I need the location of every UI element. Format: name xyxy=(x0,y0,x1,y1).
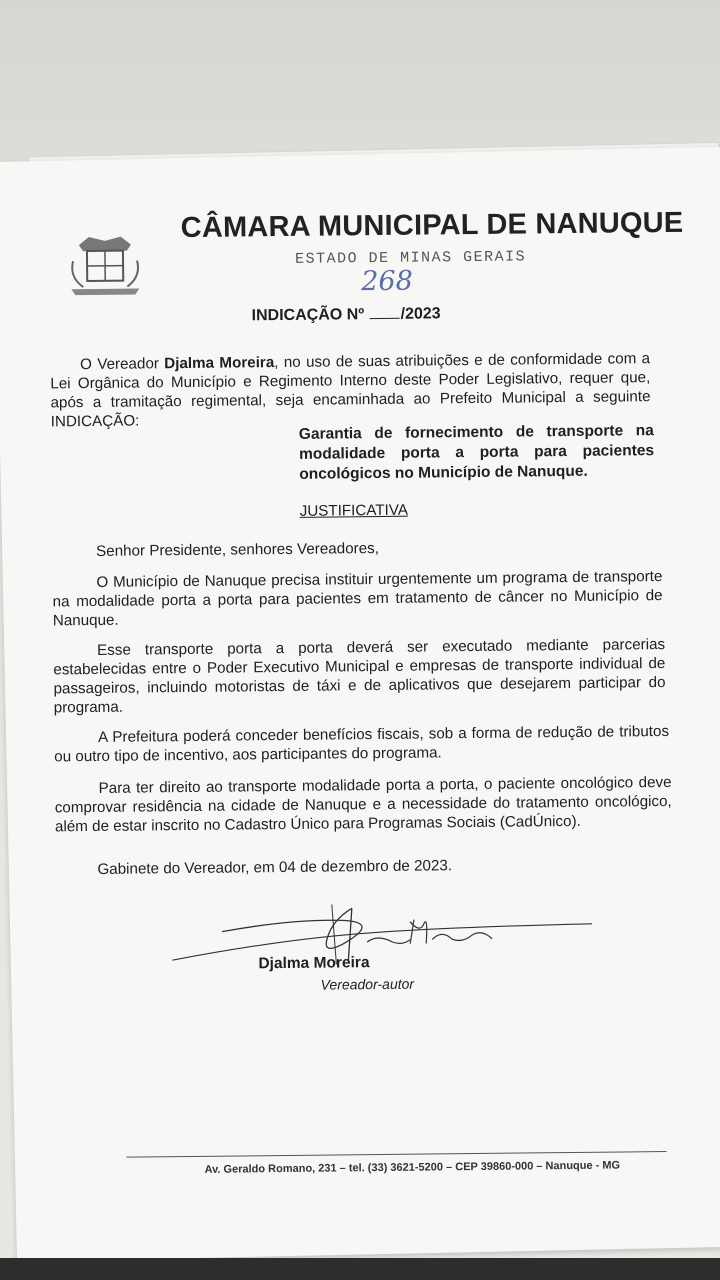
ementa: Garantia de fornecimento de transporte na modalidade porta a porta para pacientes oncológicos no Município de Nanuque. xyxy=(298,422,655,483)
paragraph-5: Para ter direito ao transporte modalidade porta a porta, o paciente oncológico deve comprovar residência na cidade de Nanuque e a necessidade do tratamento oncológico, além de estar inscrito no Cadastro Único para Programas Sociais (CadÚnico). xyxy=(54,773,672,836)
intro-text-end: , no uso de suas atribuições e de conformidade com a Lei Orgânica do Município e Regimento Interno deste Poder Legislativo, requer que, após a tramitação regimental, seja encaminhada ao Prefeito Municipal a seguinte INDICAÇÃO: xyxy=(50,350,651,431)
number-blank xyxy=(369,304,399,319)
indicacao-number-line xyxy=(252,303,441,325)
paragraph-2: O Município de Nanuque precisa instituir urgentemente um programa de transporte na modalidade porta a porta para pacientes em tratamento de câncer no Município de Nanuque. xyxy=(52,568,663,630)
footer-address: Av. Geraldo Romano, 231 – tel. (33) 3621-5200 – CEP 39860-000 – Nanuque - MG xyxy=(204,1159,621,1176)
intro-text-start: O Vereador xyxy=(80,355,165,374)
intro-paragraph xyxy=(50,349,651,431)
table-edge xyxy=(0,1258,720,1280)
signatory-name: Djalma Moreira xyxy=(258,954,370,973)
document-subtitle: ESTADO DE MINAS GERAIS xyxy=(294,248,527,268)
handwritten-signature xyxy=(152,898,613,973)
greeting: Senhor Presidente, senhores Vereadores, xyxy=(95,539,380,560)
signatory-role: Vereador-autor xyxy=(320,975,415,993)
footer-divider xyxy=(126,1151,666,1158)
councilor-name: Djalma Moreira xyxy=(164,354,275,373)
indicacao-year: /2023 xyxy=(400,305,441,323)
handwritten-number: 268 xyxy=(361,265,413,298)
document-title: CÂMARA MUNICIPAL DE NANUQUE xyxy=(180,206,684,245)
indicacao-prefix: INDICAÇÃO Nº xyxy=(251,306,365,325)
justificativa-heading: JUSTIFICATIVA xyxy=(299,501,409,520)
paragraph-3: Esse transporte porta a porta deverá ser executado mediante parcerias estabelecidas entre o Poder Executivo Municipal e empresas de transporte individual de passageiros, incluindo motoristas de táxi e de aplicativos que desejarem participar do programa. xyxy=(53,635,666,717)
dateline: Gabinete do Vereador, em 04 de dezembro de 2023. xyxy=(97,857,453,878)
paragraph-4: A Prefeitura poderá conceder benefícios fiscais, sob a forma de redução de tributos ou outro tipo de incentivo, aos participantes do programa. xyxy=(54,722,670,766)
document-page xyxy=(0,147,720,1262)
coat-of-arms-icon xyxy=(65,230,146,301)
